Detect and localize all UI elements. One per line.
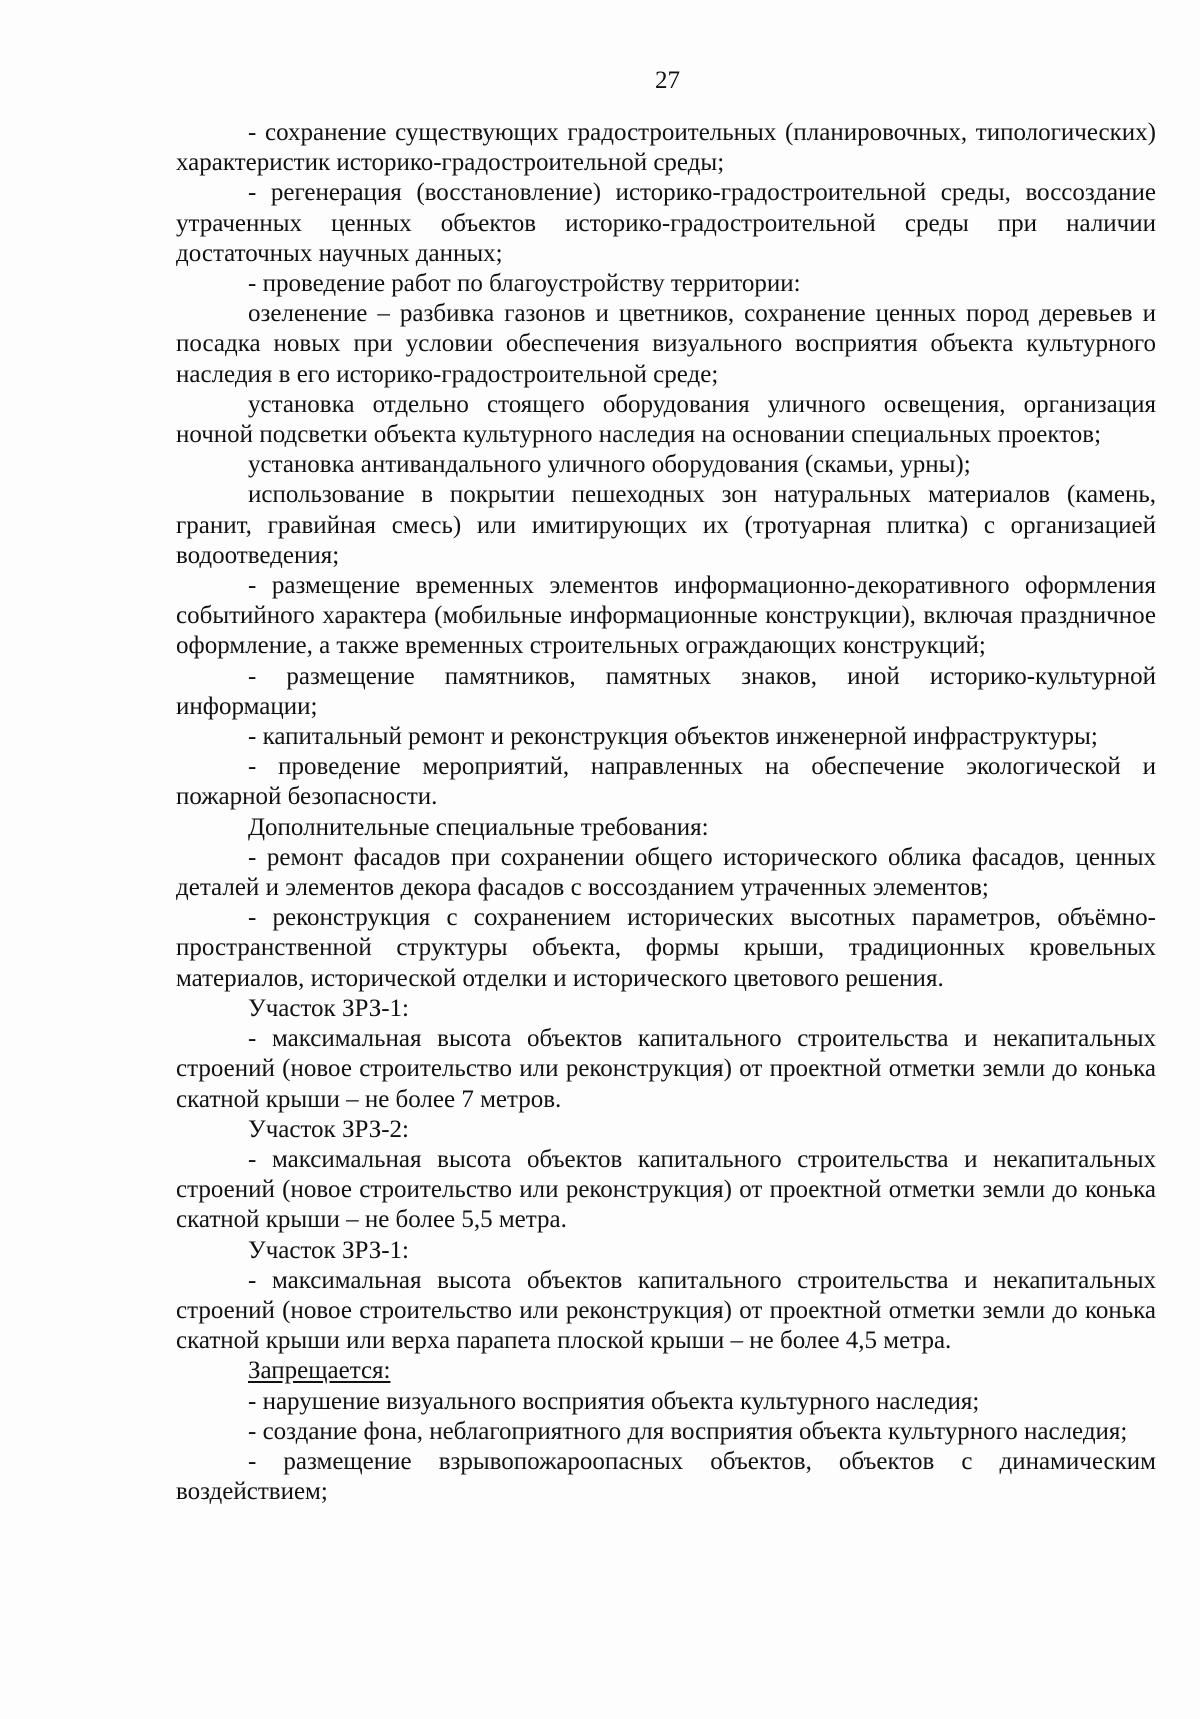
paragraph-regeneration: - регенерация (восстановление) историко-градостроительной среды, воссоздание утраченных ценных объектов историко-градостроительной среды при наличии достаточных научных данных; bbox=[176, 179, 1156, 267]
paragraph-monuments: - размещение памятников, памятных знаков, иной историко-культурной информации; bbox=[176, 662, 1156, 720]
document-body bbox=[176, 118, 1156, 1507]
heading-prohibited bbox=[176, 1356, 1156, 1386]
heading-zone-zrz-1-second: Участок ЗРЗ-1: bbox=[248, 1236, 409, 1264]
paragraph-pedestrian-paving: использование в покрытии пешеходных зон натуральных материалов (камень, гранит, гравийная смесь) или имитирующих их (тротуарная плитка) с организацией водоотведения; bbox=[176, 481, 1156, 569]
paragraph-street-lighting: установка отдельно стоящего оборудования уличного освещения, организация ночной подсветки объекта культурного наследия на основании специальных проектов; bbox=[176, 390, 1156, 449]
heading-zone-zrz-1: Участок ЗРЗ-1: bbox=[248, 994, 409, 1022]
paragraph-landscaping-works: - проведение работ по благоустройству территории: bbox=[248, 270, 801, 298]
paragraph-safety-measures: - проведение мероприятий, направленных на обеспечение экологической и пожарной безопасности. bbox=[176, 753, 1156, 811]
heading-additional-requirements: Дополнительные специальные требования: bbox=[248, 813, 709, 841]
paragraph-temporary-elements: - размещение временных элементов информационно-декоративного оформления событийного характера (мобильные информационные конструкции), включая праздничное оформление, а также временных строительных ограждающих конструкций; bbox=[176, 572, 1156, 660]
prohibited-label: Запрещается: bbox=[248, 1357, 391, 1385]
paragraph-explosive-objects: - размещение взрывопожароопасных объектов, объектов с динамическим воздействием; bbox=[176, 1447, 1156, 1506]
paragraph-infrastructure-repair: - капитальный ремонт и реконструкция объектов инженерной инфраструктуры; bbox=[248, 723, 1098, 751]
paragraph-zrz-2-height: - максимальная высота объектов капитального строительства и некапитальных строений (новое строительство или реконструкция) от проектной отметки земли до конька скатной крыши – не более 5,5 метра. bbox=[176, 1145, 1156, 1234]
paragraph-zrz-1-second-height: - максимальная высота объектов капитального строительства и некапитальных строений (новое строительство или реконструкция) от проектной отметки земли до конька скатной крыши или верха парапета плоской крыши – не более 4,5 метра. bbox=[176, 1266, 1156, 1355]
paragraph-unfavorable-background: - создание фона, неблагоприятного для восприятия объекта культурного наследия; bbox=[248, 1417, 1128, 1445]
page-number: 27 bbox=[655, 67, 680, 94]
paragraph-zrz-1-height: - максимальная высота объектов капитального строительства и некапитальных строений (новое строительство или реконструкция) от проектной отметки земли до конька скатной крыши – не более 7 метров. bbox=[176, 1025, 1156, 1113]
heading-zone-zrz-2: Участок ЗРЗ-2: bbox=[248, 1115, 409, 1143]
paragraph-facade-repair: - ремонт фасадов при сохранении общего исторического облика фасадов, ценных деталей и элементов декора фасадов с воссозданием утраченных элементов; bbox=[176, 843, 1156, 902]
paragraph-antivandal-equipment: установка антивандального уличного оборудования (скамьи, урны); bbox=[248, 451, 971, 479]
paragraph-visual-perception: - нарушение визуального восприятия объекта культурного наследия; bbox=[248, 1387, 980, 1415]
paragraph-greening: озеленение – разбивка газонов и цветников, сохранение ценных пород деревьев и посадка новых при условии обеспечения визуального восприятия объекта культурного наследия в его историко-градостроительной среде; bbox=[176, 300, 1156, 388]
paragraph-reconstruction: - реконструкция с сохранением исторических высотных параметров, объёмно-пространственной структуры объекта, формы крыши, традиционных кровельных материалов, исторической отделки и исторического цветового решения. bbox=[176, 904, 1156, 992]
paragraph-preserve-characteristics: - сохранение существующих градостроительных (планировочных, типологических) характеристик историко-градостроительной среды; bbox=[176, 119, 1156, 177]
